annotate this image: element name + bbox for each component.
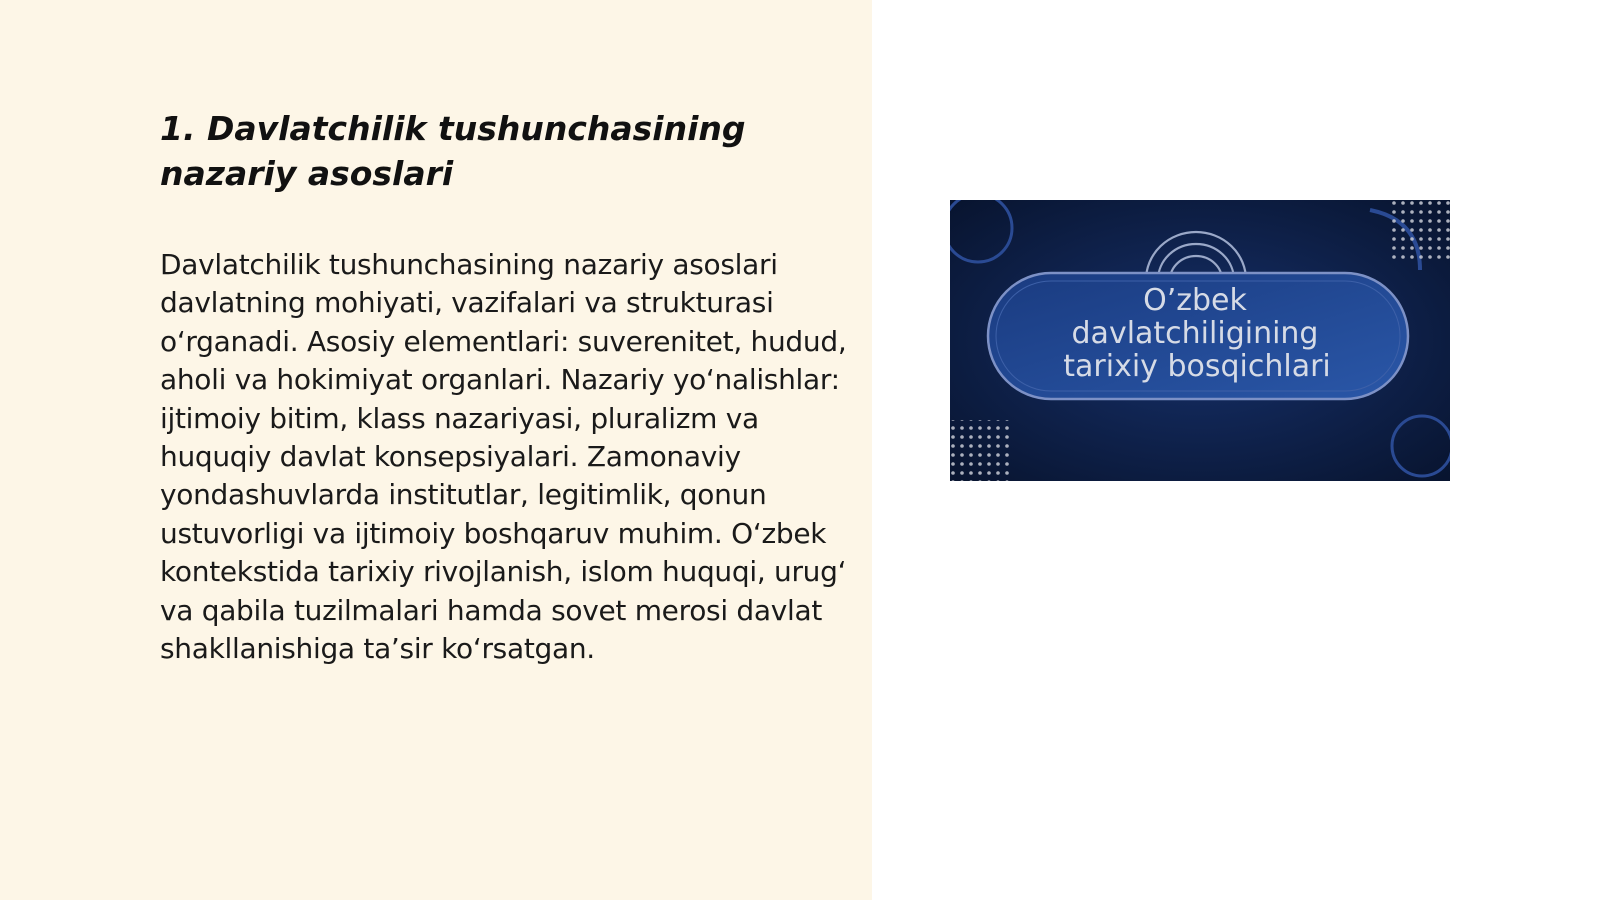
slide-body-text: Davlatchilik tushunchasining nazariy asoslari davlatning mohiyati, vazifalari va strukturasi o‘rganadi. Asosiy elementlari: suverenitet, hudud, aholi va hokimiyat organlari. Nazariy yo‘nalishlar: ijtimoiy bitim, klass nazariyasi, pluralizm va huquqiy davlat konsepsiyalari. Zamonaviy yondashuvlarda institutlar, legitimlik, qonun ustuvorligi va ijtimoiy boshqaruv muhim. O‘zbek kontekstida tarixiy rivojlanish, islom huquqi, urug‘ va qabila tuzilmalari hamda sovet merosi davlat shakllanishiga ta’sir ko‘rsatgan. — [160, 248, 847, 666]
decor-dots-top-right — [1390, 200, 1450, 262]
title-line-1: O’zbek — [1143, 283, 1247, 318]
slide-heading: 1. Davlatchilik tushunchasining nazariy asoslari — [160, 109, 746, 193]
title-line-2: davlatchiligining — [1071, 316, 1319, 351]
title-line-3: tarixiy bosqichlari — [1063, 349, 1331, 384]
title-card-image — [950, 200, 1450, 481]
decor-dots-bottom-left — [950, 420, 1010, 481]
